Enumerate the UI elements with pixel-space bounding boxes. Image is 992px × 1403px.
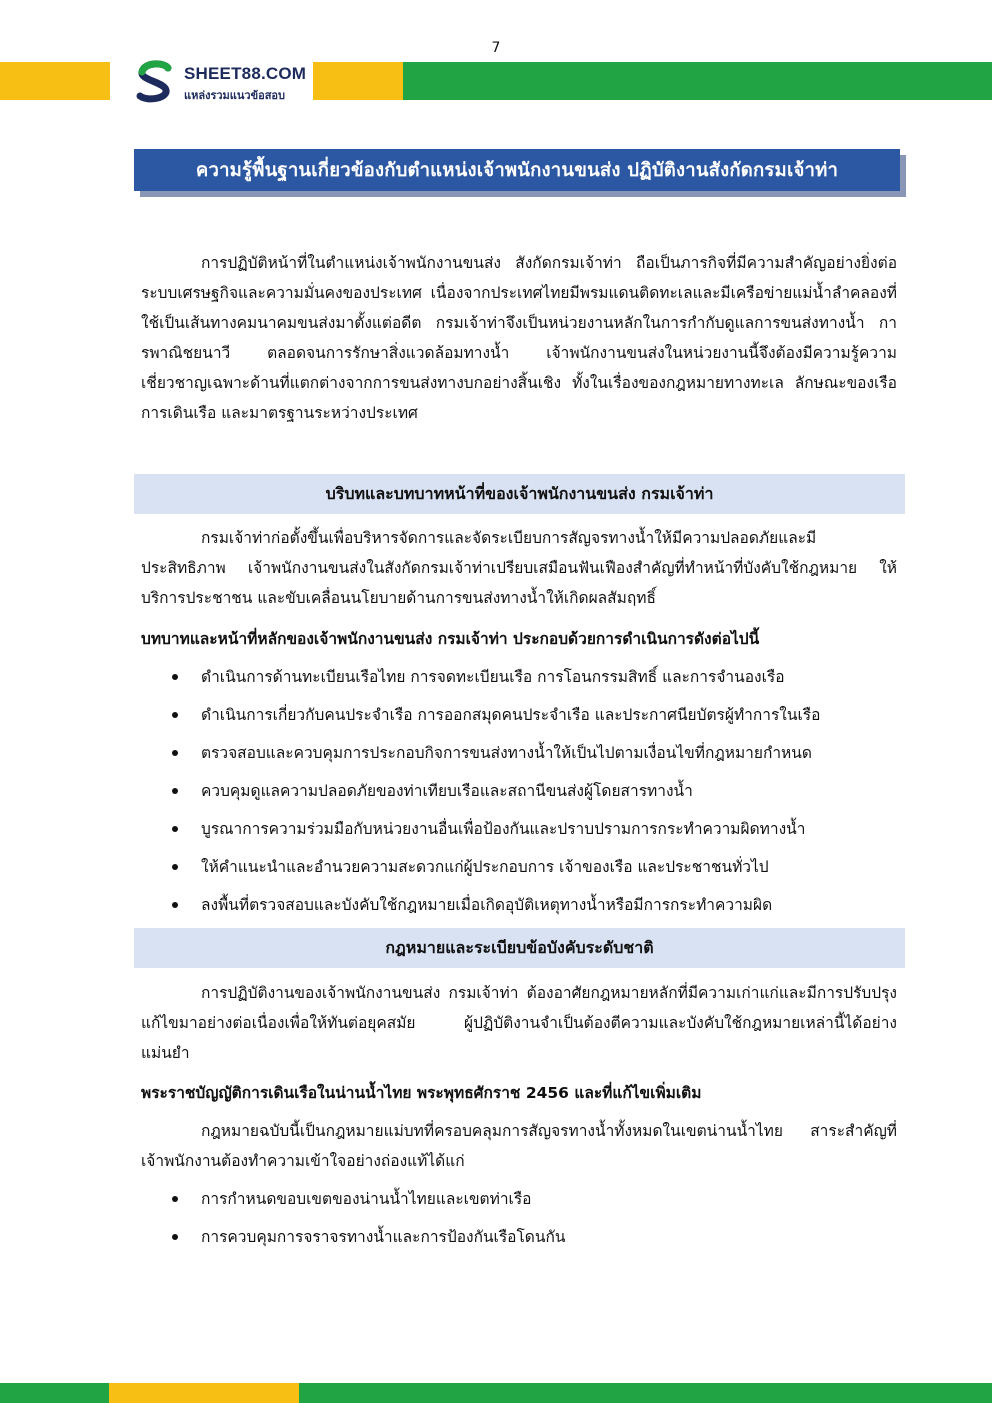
sheet88-logo-icon <box>134 60 176 104</box>
brand-name: SHEET88.COM <box>184 64 307 83</box>
footer-green-bar-right <box>299 1383 992 1403</box>
law-points-list <box>141 1188 897 1264</box>
footer-yellow-bar <box>109 1383 299 1403</box>
footer-green-bar-left <box>0 1383 109 1403</box>
bullet-icon <box>172 1234 178 1240</box>
bullet-icon <box>172 750 178 756</box>
duties-subheading: บทบาทและหน้าที่หลักของเจ้าพนักงานขนส่ง กรมเจ้าท่า ประกอบด้วยการดำเนินการดังต่อไปนี้ <box>141 630 760 648</box>
bullet-icon <box>172 674 178 680</box>
page-number: 7 <box>491 40 501 56</box>
list-item: ควบคุมดูแลความปลอดภัยของท่าเทียบเรือและสถานีขนส่งผู้โดยสารทางน้ำ <box>141 780 897 818</box>
law-title: พระราชบัญญัติการเดินเรือในน่านน้ำไทย พระพุทธศักราช 2456 และที่แก้ไขเพิ่มเติม <box>141 1084 702 1102</box>
header-yellow-bar <box>0 62 110 100</box>
list-item: ลงพื้นที่ตรวจสอบและบังคับใช้กฎหมายเมื่อเกิดอุบัติเหตุทางน้ำหรือมีการกระทำความผิด <box>141 894 897 932</box>
bullet-icon <box>172 1196 178 1202</box>
duties-list <box>141 666 897 932</box>
laws-paragraph: การปฏิบัติงานของเจ้าพนักงานขนส่ง กรมเจ้าท่า ต้องอาศัยกฎหมายหลักที่มีความเก่าแก่และมีการปรับปรุงแก้ไขมาอย่างต่อเนื่องเพื่อให้ทันต่อยุคสมัย ผู้ปฏิบัติงานจำเป็นต้องตีความและบังคับใช้กฎหมายเหล่านี้ได้อย่างแม่นยำ <box>141 984 897 1062</box>
list-item: ดำเนินการด้านทะเบียนเรือไทย การจดทะเบียนเรือ การโอนกรรมสิทธิ์ และการจำนองเรือ <box>141 666 897 704</box>
header-yellow-bar-mid <box>313 62 403 100</box>
section-heading-laws: กฎหมายและระเบียบข้อบังคับระดับชาติ <box>134 928 905 968</box>
list-item: การกำหนดขอบเขตของน่านน้ำไทยและเขตท่าเรือ <box>141 1188 897 1226</box>
list-item: การควบคุมการจราจรทางน้ำและการป้องกันเรือโดนกัน <box>141 1226 897 1264</box>
list-item: ให้คำแนะนำและอำนวยความสะดวกแก่ผู้ประกอบการ เจ้าของเรือ และประชาชนทั่วไป <box>141 856 897 894</box>
bullet-icon <box>172 788 178 794</box>
page-title: ความรู้พื้นฐานเกี่ยวข้องกับตำแหน่งเจ้าพนักงานขนส่ง ปฏิบัติงานสังกัดกรมเจ้าท่า <box>134 149 900 191</box>
brand-tagline: แหล่งรวมแนวข้อสอบ <box>184 89 286 102</box>
list-item: ดำเนินการเกี่ยวกับคนประจำเรือ การออกสมุดคนประจำเรือ และประกาศนียบัตรผู้ทำการในเรือ <box>141 704 897 742</box>
brand-logo <box>134 60 314 106</box>
list-item: บูรณาการความร่วมมือกับหน่วยงานอื่นเพื่อป้องกันและปราบปรามการกระทำความผิดทางน้ำ <box>141 818 897 856</box>
bullet-icon <box>172 712 178 718</box>
header-green-bar <box>403 62 992 100</box>
bullet-icon <box>172 826 178 832</box>
bullet-icon <box>172 864 178 870</box>
list-item: ตรวจสอบและควบคุมการประกอบกิจการขนส่งทางน้ำให้เป็นไปตามเงื่อนไขที่กฎหมายกำหนด <box>141 742 897 780</box>
intro-paragraph: การปฏิบัติหน้าที่ในตำแหน่งเจ้าพนักงานขนส่ง สังกัดกรมเจ้าท่า ถือเป็นภารกิจที่มีความสำคัญอย่างยิ่งต่อระบบเศรษฐกิจและความมั่นคงของประเทศ เนื่องจากประเทศไทยมีพรมแดนติดทะเลและมีเครือข่ายแม่น้ำลำคลองที่ใช้เป็นเส้นทางคมนาคมขนส่งมาตั้งแต่อดีต กรมเจ้าท่าจึงเป็นหน่วยงานหลักในการกำกับดูแลการขนส่งทางน้ำ การพาณิชยนาวี ตลอดจนการรักษาสิ่งแวดล้อมทางน้ำ เจ้าพนักงานขนส่งในหน่วยงานนี้จึงต้องมีความรู้ความเชี่ยวชาญเฉพาะด้านที่แตกต่างจากการขนส่งทางบกอย่างสิ้นเชิง ทั้งในเรื่องของกฎหมายทางทะเล ลักษณะของเรือ การเดินเรือ และมาตรฐานระหว่างประเทศ <box>141 254 897 422</box>
bullet-icon <box>172 902 178 908</box>
duties-paragraph: กรมเจ้าท่าก่อตั้งขึ้นเพื่อบริหารจัดการและจัดระเบียบการสัญจรทางน้ำให้มีความปลอดภัยและมีประสิทธิภาพ เจ้าพนักงานขนส่งในสังกัดกรมเจ้าท่าเปรียบเสมือนฟันเฟืองสำคัญที่ทำหน้าที่บังคับใช้กฎหมาย ให้บริการประชาชน และขับเคลื่อนนโยบายด้านการขนส่งทางน้ำให้เกิดผลสัมฤทธิ์ <box>141 529 897 607</box>
section-heading-duties: บริบทและบทบาทหน้าที่ของเจ้าพนักงานขนส่ง กรมเจ้าท่า <box>134 474 905 514</box>
law-paragraph: กฎหมายฉบับนี้เป็นกฎหมายแม่บทที่ครอบคลุมการสัญจรทางน้ำทั้งหมดในเขตน่านน้ำไทย สาระสำคัญที่เจ้าพนักงานต้องทำความเข้าใจอย่างถ่องแท้ได้แก่ <box>141 1122 897 1170</box>
